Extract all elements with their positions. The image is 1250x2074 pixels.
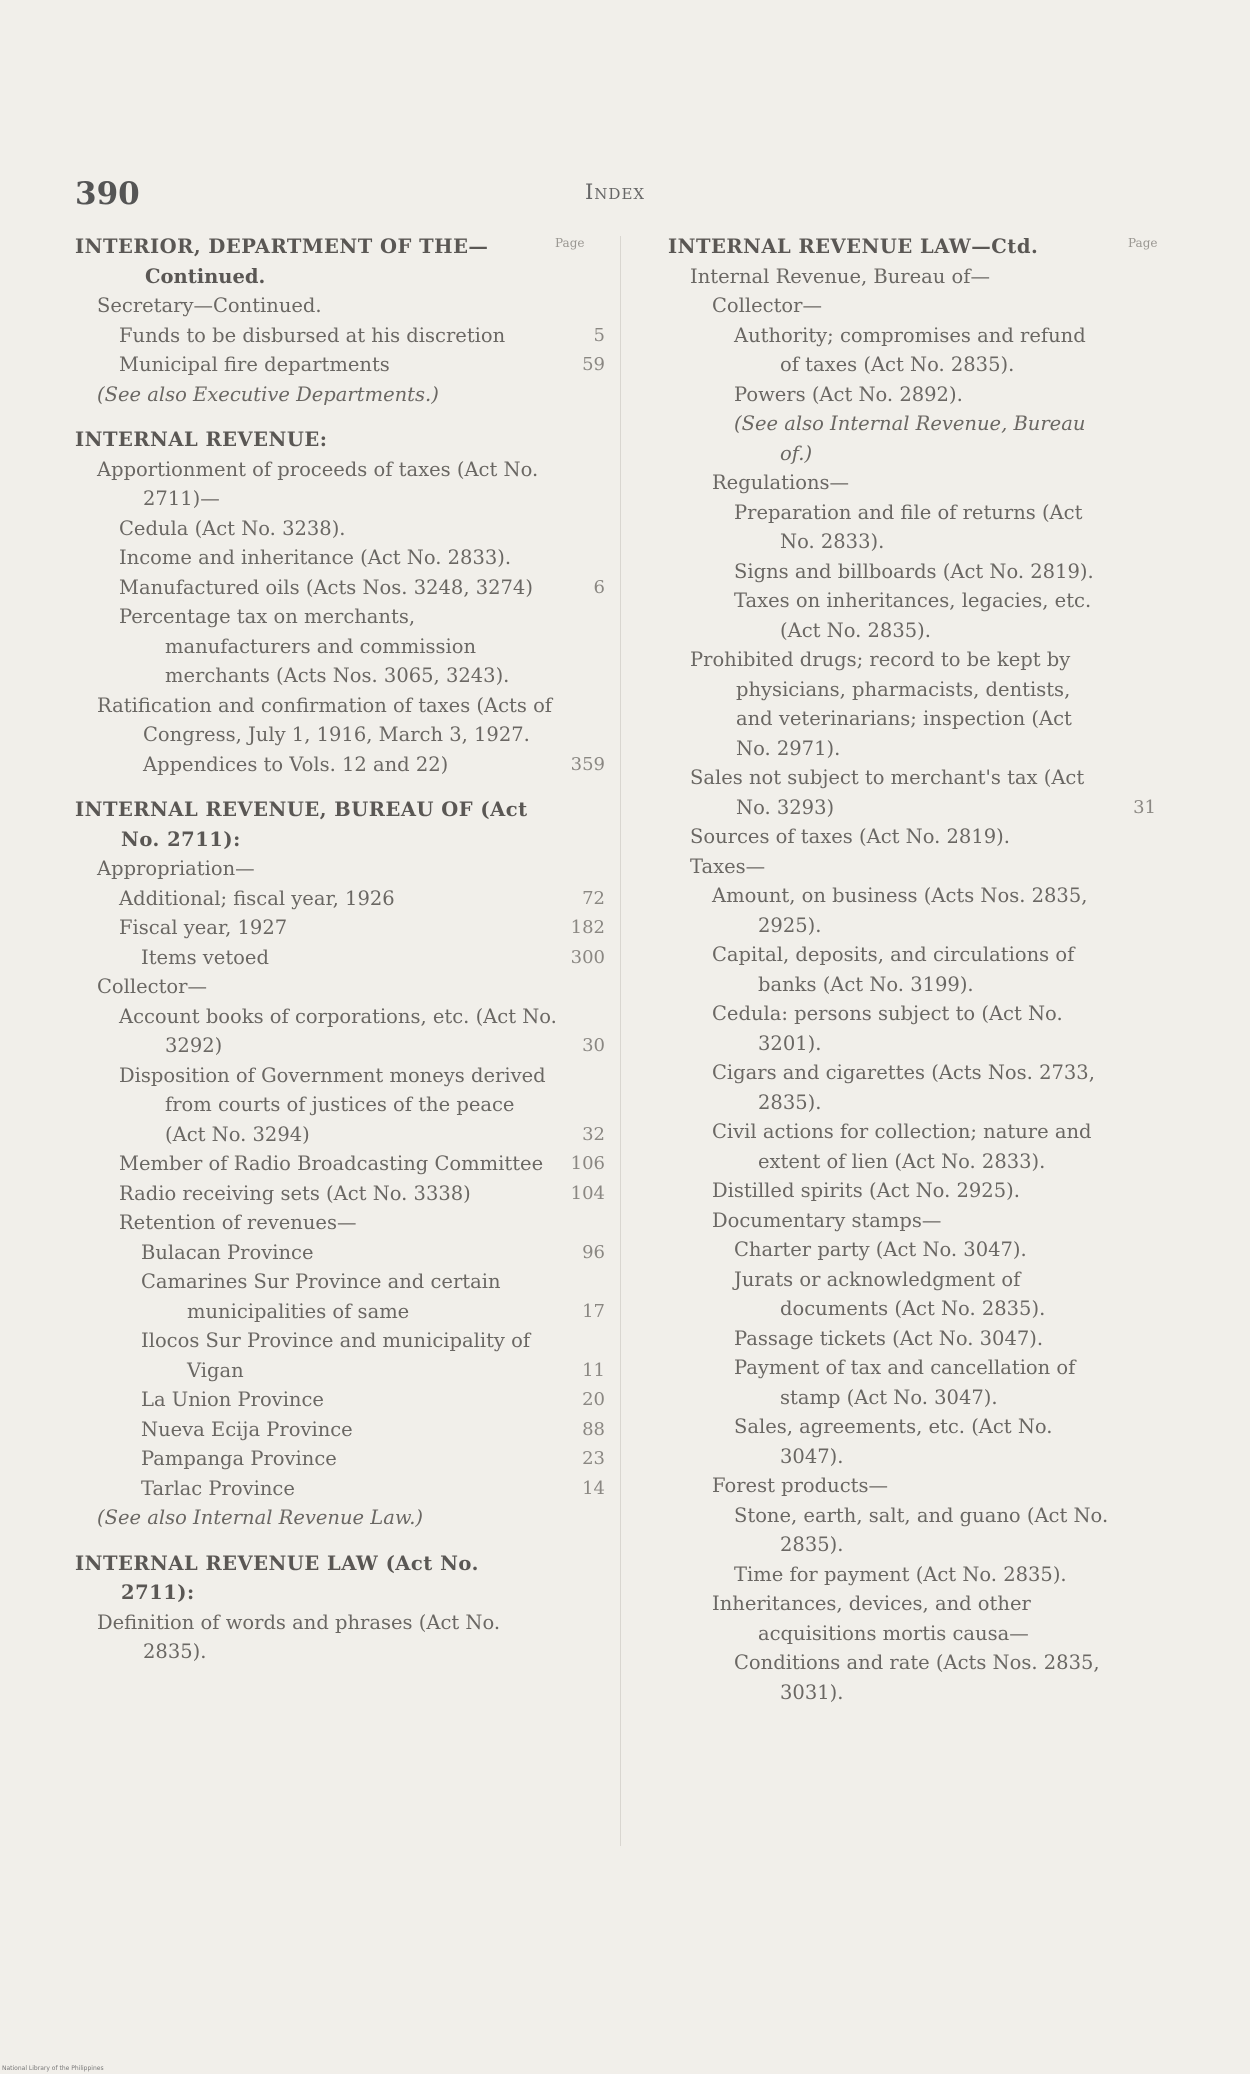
- index-entry-text: Tarlac Province: [141, 1476, 295, 1500]
- index-entry-text: Collector—: [97, 975, 207, 998]
- index-entry-text: Taxes on inheritances, legacies, etc. (Act No. 2835).: [734, 589, 1092, 642]
- page-column-label-right: Page: [1128, 236, 1158, 250]
- index-entry-text: La Union Province: [141, 1388, 324, 1411]
- index-entry-text: Sales, agreements, etc. (Act No. 3047).: [734, 1415, 1053, 1468]
- index-entry: [75, 795, 605, 854]
- index-entry: [75, 1179, 605, 1209]
- index-entry: [75, 291, 605, 321]
- page-reference: 359: [570, 753, 605, 775]
- index-entry-text: Percentage tax on merchants, manufacturers and commission merchants (Acts Nos. 3065, 3243).: [119, 605, 510, 687]
- index-column-right: [668, 232, 1156, 1707]
- index-entry: [75, 1444, 605, 1474]
- index-entry: [75, 1149, 605, 1179]
- index-entry-text: Ratification and confirmation of taxes (Acts of Congress, July 1, 1916, March 3, 1927. Appendices to Vols. 12 and 22): [97, 693, 553, 776]
- index-entry: [75, 1061, 605, 1150]
- index-entry: [668, 586, 1156, 645]
- index-entry: [668, 1353, 1156, 1412]
- index-entry: [75, 262, 605, 292]
- index-entry-text: Cigars and cigarettes (Acts Nos. 2733, 2835).: [712, 1061, 1095, 1114]
- page-reference: 106: [570, 1153, 605, 1174]
- index-entry-text: Fiscal year, 1927: [119, 916, 288, 939]
- index-entry-text: Disposition of Government moneys derived from courts of justices of the peace (Act No. 3294): [119, 1063, 546, 1146]
- index-entry-text: (See also Internal Revenue, Bureau of.): [734, 412, 1086, 465]
- index-entry: [668, 1501, 1156, 1560]
- page-number: 390: [75, 176, 140, 212]
- page-reference: 5: [593, 324, 605, 346]
- index-entry: [668, 321, 1156, 380]
- index-entry-text: Conditions and rate (Acts Nos. 2835, 3031).: [734, 1651, 1100, 1704]
- index-entry: [668, 645, 1156, 763]
- index-entry-text: Prohibited drugs; record to be kept by physicians, pharmacists, dentists, and veterinarians; inspection (Act No. 2971).: [690, 648, 1072, 760]
- index-entry: [75, 232, 605, 262]
- index-entry: [668, 852, 1156, 882]
- footer-credit: National Library of the Philippines: [2, 2065, 104, 2072]
- index-entry-text: Jurats or acknowledgment of documents (Act No. 2835).: [734, 1267, 1046, 1320]
- index-entry: [668, 999, 1156, 1058]
- index-entry-text: Sales not subject to merchant's tax (Act No. 3293): [690, 766, 1085, 819]
- index-entry-text: Civil actions for collection; nature and extent of lien (Act No. 2833).: [712, 1120, 1092, 1173]
- index-entry-text: Apportionment of proceeds of taxes (Act No. 2711)—: [97, 457, 539, 510]
- index-entry-text: Documentary stamps—: [712, 1208, 942, 1232]
- page-reference: 96: [582, 1241, 605, 1263]
- index-entry-text: Income and inheritance (Act No. 2833).: [119, 546, 512, 569]
- page-reference: 17: [582, 1300, 605, 1322]
- index-entry: [668, 557, 1156, 587]
- index-entry-text: Definition of words and phrases (Act No. 2835).: [97, 1610, 501, 1663]
- index-entry: [75, 1474, 605, 1504]
- index-entry: [668, 232, 1156, 262]
- index-entry-text: Authority; compromises and refund of taxes (Act No. 2835).: [734, 323, 1086, 376]
- page-reference: 31: [1133, 796, 1156, 818]
- index-entry-text: Payment of tax and cancellation of stamp (Act No. 3047).: [734, 1356, 1076, 1409]
- index-entry-text: Continued.: [145, 264, 266, 288]
- index-entry: [75, 543, 605, 573]
- index-entry: [75, 1385, 605, 1415]
- page-reference: 20: [582, 1389, 605, 1410]
- index-entry: [75, 884, 605, 914]
- index-entry-text: Manufactured oils (Acts Nos. 3248, 3274): [119, 575, 533, 599]
- index-entry-text: Time for payment (Act No. 2835).: [734, 1562, 1067, 1586]
- page-reference: 32: [582, 1123, 605, 1145]
- index-entry-text: Cedula (Act No. 3238).: [119, 516, 346, 540]
- index-entry-text: Cedula: persons subject to (Act No. 3201).: [712, 1002, 1063, 1055]
- index-entry-text: (See also Internal Revenue Law.): [97, 1506, 424, 1529]
- column-divider: [620, 236, 621, 1846]
- index-entry-text: Pampanga Province: [141, 1447, 337, 1470]
- index-entry: [75, 1267, 605, 1326]
- index-entry-text: Appropriation—: [97, 857, 255, 880]
- index-entry: [75, 913, 605, 943]
- index-entry-text: Taxes—: [690, 854, 766, 878]
- index-entry: [668, 291, 1156, 321]
- index-entry: [668, 1412, 1156, 1471]
- index-entry: [75, 1208, 605, 1238]
- index-entry: [75, 943, 605, 973]
- index-entry: [668, 1117, 1156, 1176]
- index-entry-text: Distilled spirits (Act No. 2925).: [712, 1179, 1020, 1202]
- index-entry-text: Additional; fiscal year, 1926: [119, 886, 395, 910]
- index-entry: [668, 940, 1156, 999]
- index-entry-text: Inheritances, devices, and other acquisitions mortis causa—: [712, 1592, 1031, 1645]
- index-entry: [668, 1589, 1156, 1648]
- index-entry: [75, 691, 605, 780]
- index-entry-text: INTERIOR, DEPARTMENT OF THE—: [75, 235, 489, 258]
- index-entry-text: Camarines Sur Province and certain municipalities of same: [141, 1270, 501, 1323]
- index-entry: [75, 1415, 605, 1445]
- index-entry-text: Powers (Act No. 2892).: [734, 382, 963, 406]
- index-entry-text: Funds to be disbursed at his discretion: [119, 323, 506, 347]
- page-reference: 14: [582, 1477, 605, 1499]
- index-column-left: [75, 232, 605, 1667]
- index-entry: [668, 1206, 1156, 1236]
- index-entry-text: Radio receiving sets (Act No. 3338): [119, 1181, 471, 1205]
- index-entry: [668, 1235, 1156, 1265]
- index-entry-text: Bulacan Province: [141, 1240, 314, 1264]
- index-entry: [668, 822, 1156, 852]
- page-column-label-left: Page: [555, 236, 585, 250]
- index-entry: [75, 321, 605, 351]
- index-entry: [75, 1503, 605, 1533]
- index-entry-text: Capital, deposits, and circulations of banks (Act No. 3199).: [712, 943, 1075, 996]
- page-reference: 6: [593, 576, 605, 598]
- index-entry: [668, 1058, 1156, 1117]
- page-reference: 59: [582, 354, 605, 375]
- index-entry-text: Retention of revenues—: [119, 1211, 357, 1234]
- index-entry: [75, 854, 605, 884]
- index-entry-text: Collector—: [712, 294, 822, 317]
- index-entry-text: Regulations—: [712, 471, 850, 494]
- index-entry: [668, 881, 1156, 940]
- index-entry: [668, 380, 1156, 410]
- index-entry-text: Nueva Ecija Province: [141, 1417, 353, 1441]
- index-entry-text: Preparation and file of returns (Act No. 2833).: [734, 500, 1083, 553]
- index-entry: [668, 1324, 1156, 1354]
- index-entry: [668, 1648, 1156, 1707]
- index-entry-text: Internal Revenue, Bureau of—: [690, 264, 991, 288]
- running-head: Index: [585, 180, 646, 204]
- index-entry-text: (See also Executive Departments.): [97, 382, 439, 406]
- index-entry-text: INTERNAL REVENUE, BUREAU OF (Act No. 2711):: [75, 798, 528, 851]
- index-entry-text: Member of Radio Broadcasting Committee: [119, 1152, 544, 1175]
- index-entry: [668, 468, 1156, 498]
- index-entry-text: Municipal fire departments: [119, 353, 390, 376]
- index-entry-text: INTERNAL REVENUE:: [75, 428, 328, 451]
- index-entry: [75, 1549, 605, 1608]
- index-entry-text: Forest products—: [712, 1474, 888, 1497]
- index-entry: [668, 763, 1156, 822]
- index-entry-text: Signs and billboards (Act No. 2819).: [734, 559, 1094, 583]
- index-entry: [75, 1326, 605, 1385]
- page-reference: 104: [570, 1182, 605, 1204]
- index-entry: [668, 1560, 1156, 1590]
- page-reference: 88: [582, 1418, 605, 1440]
- index-entry-text: Account books of corporations, etc. (Act No. 3292): [119, 1004, 557, 1057]
- index-entry-text: Charter party (Act No. 3047).: [734, 1238, 1027, 1261]
- index-entry: [75, 455, 605, 514]
- page-reference: 300: [570, 946, 605, 968]
- index-entry: [668, 1265, 1156, 1324]
- index-entry: [75, 1608, 605, 1667]
- index-entry-text: INTERNAL REVENUE LAW (Act No. 2711):: [75, 1551, 479, 1604]
- page-reference: 11: [582, 1359, 605, 1381]
- index-entry: [75, 1238, 605, 1268]
- index-entry: [75, 425, 605, 455]
- page-reference: 182: [570, 917, 605, 938]
- index-entry: [668, 1471, 1156, 1501]
- index-entry: [668, 262, 1156, 292]
- index-entry-text: Secretary—Continued.: [97, 294, 322, 317]
- index-entry: [75, 1002, 605, 1061]
- index-entry: [668, 1176, 1156, 1206]
- index-entry-text: Sources of taxes (Act No. 2819).: [690, 825, 1010, 848]
- index-entry-text: Stone, earth, salt, and guano (Act No. 2835).: [734, 1503, 1109, 1556]
- index-entry: [75, 380, 605, 410]
- index-entry-text: Passage tickets (Act No. 3047).: [734, 1326, 1044, 1350]
- page-reference: 30: [582, 1035, 605, 1056]
- index-entry-text: Amount, on business (Acts Nos. 2835, 2925).: [712, 884, 1088, 937]
- index-entry: [75, 514, 605, 544]
- index-entry: [668, 498, 1156, 557]
- index-entry-text: Ilocos Sur Province and municipality of Vigan: [141, 1329, 531, 1382]
- index-entry: [75, 350, 605, 380]
- index-entry: [75, 602, 605, 691]
- index-entry-text: INTERNAL REVENUE LAW—Ctd.: [668, 235, 1039, 258]
- index-entry: [668, 409, 1156, 468]
- index-entry-text: Items vetoed: [141, 945, 269, 969]
- page-reference: 72: [582, 887, 605, 909]
- index-entry: [75, 972, 605, 1002]
- page-reference: 23: [582, 1448, 605, 1469]
- index-entry: [75, 573, 605, 603]
